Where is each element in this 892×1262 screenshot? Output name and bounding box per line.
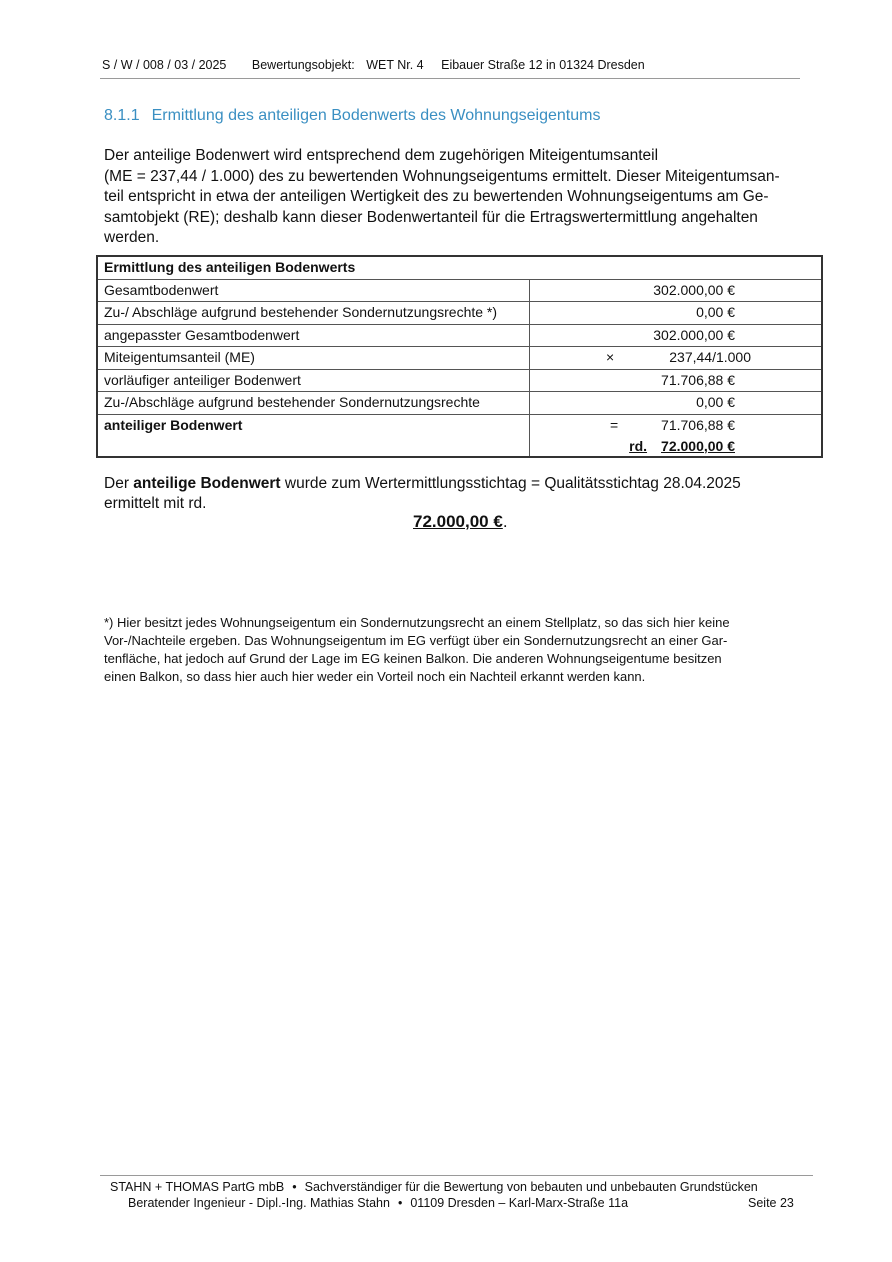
- footer-address: 01109 Dresden – Karl-Marx-Straße 11a: [410, 1196, 629, 1210]
- page-number: Seite 23: [748, 1196, 794, 1210]
- footnote-line: Vor-/Nachteile ergeben. Das Wohnungseigentum im EG verfügt über ein Sondernutzungsrecht an einer Gar-: [104, 633, 728, 648]
- table-row: [97, 302, 822, 325]
- footer-tagline: Sachverständiger für die Bewertung von bebauten und unbebauten Grundstücken: [304, 1180, 758, 1194]
- page-header: [102, 58, 645, 72]
- total-value: 71.706,88 €: [661, 416, 735, 433]
- bullet-icon: •: [292, 1180, 297, 1194]
- row-label: vorläufiger anteiliger Bodenwert: [97, 369, 530, 392]
- footnote-line: *) Hier besitzt jedes Wohnungseigentum ein Sondernutzungsrecht an einem Stellplatz, so das sich hier keine: [104, 615, 730, 630]
- row-label: Miteigentumsanteil (ME): [97, 347, 530, 370]
- bullet-icon: •: [397, 1196, 403, 1210]
- footer-engineer: Beratender Ingenieur - Dipl.-Ing. Mathias Stahn: [128, 1196, 390, 1210]
- row-operator: ×: [606, 349, 615, 365]
- intro-paragraph: [104, 146, 796, 249]
- rounded-prefix: rd.: [629, 437, 648, 454]
- final-amount-value: 72.000,00 €: [413, 512, 503, 531]
- result-text: wurde zum Wertermittlungsstichtag = Qualitätsstichtag 28.04.2025: [280, 475, 741, 492]
- final-amount: [413, 512, 508, 532]
- row-value: 0,00 €: [696, 304, 735, 320]
- table-row: [97, 347, 822, 370]
- total-rounded: [629, 436, 735, 457]
- result-line: ermittelt mit rd.: [104, 495, 207, 512]
- header-object-label: Bewertungsobjekt:: [251, 58, 355, 72]
- section-number: 8.1.1: [104, 107, 140, 124]
- header-unit: WET Nr. 4: [366, 58, 424, 72]
- total-operator: =: [610, 416, 619, 433]
- result-paragraph: [104, 474, 804, 514]
- rounded-value: 72.000,00 €: [661, 437, 735, 454]
- header-ref: S / W / 008 / 03 / 2025: [102, 58, 227, 72]
- footer-divider: [100, 1175, 813, 1176]
- footer-firm: STAHN + THOMAS PartG mbB: [110, 1180, 285, 1194]
- footer-line-1: [110, 1180, 758, 1194]
- row-value: 302.000,00 €: [653, 281, 735, 298]
- intro-line: teil entspricht in etwa der anteiligen Wertigkeit des zu bewertenden Wohnungseigentums am Ge-: [104, 188, 769, 205]
- table-row: [97, 279, 822, 302]
- row-label: Zu-/Abschläge aufgrund bestehender Sondernutzungsrechte: [97, 392, 530, 415]
- intro-line: (ME = 237,44 / 1.000) des zu bewertenden Wohnungseigentums ermittelt. Dieser Miteigentumsan-: [104, 167, 780, 185]
- intro-line: werden.: [104, 229, 160, 246]
- table-heading: Ermittlung des anteiligen Bodenwerts: [97, 256, 822, 279]
- row-label: Zu-/ Abschläge aufgrund bestehender Sondernutzungsrechte *): [97, 302, 530, 325]
- table-row: [97, 392, 822, 415]
- row-value: 302.000,00 €: [653, 326, 735, 343]
- footnote-line: tenfläche, hat jedoch auf Grund der Lage im EG keinen Balkon. Die anderen Wohnungseigentume besitzen: [104, 651, 722, 666]
- table-row: [97, 324, 822, 347]
- row-value: 71.706,88 €: [661, 371, 735, 388]
- final-amount-dot: .: [502, 512, 508, 531]
- table-total-row: [97, 414, 822, 457]
- intro-line: samtobjekt (RE); deshalb kann dieser Bodenwertanteil für die Ertragswertermittlung angehalten: [104, 208, 758, 226]
- row-value: 237,44/1.000: [669, 349, 751, 365]
- total-label: anteiliger Bodenwert: [97, 414, 530, 457]
- footnote-line: einen Balkon, so dass hier auch hier weder ein Vorteil noch ein Nachteil erkannt werden kann.: [104, 669, 646, 684]
- footer-line-2: [128, 1196, 798, 1210]
- result-bold-term: anteilige Bodenwert: [133, 475, 281, 492]
- section-title: [104, 107, 600, 125]
- row-value: 0,00 €: [696, 394, 735, 410]
- row-label: Gesamtbodenwert: [97, 279, 530, 302]
- intro-line: Der anteilige Bodenwert wird entsprechend dem zugehörigen Miteigentumsanteil: [104, 147, 659, 164]
- footnote: [104, 614, 796, 686]
- row-label: angepasster Gesamtbodenwert: [97, 324, 530, 347]
- land-value-table: [96, 255, 823, 458]
- header-address: Eibauer Straße 12 in 01324 Dresden: [441, 58, 645, 72]
- header-divider: [100, 78, 800, 79]
- table-heading-row: [97, 256, 822, 279]
- table-row: [97, 369, 822, 392]
- section-heading: Ermittlung des anteiligen Bodenwerts des Wohnungseigentums: [151, 107, 601, 124]
- result-text: Der: [104, 475, 134, 492]
